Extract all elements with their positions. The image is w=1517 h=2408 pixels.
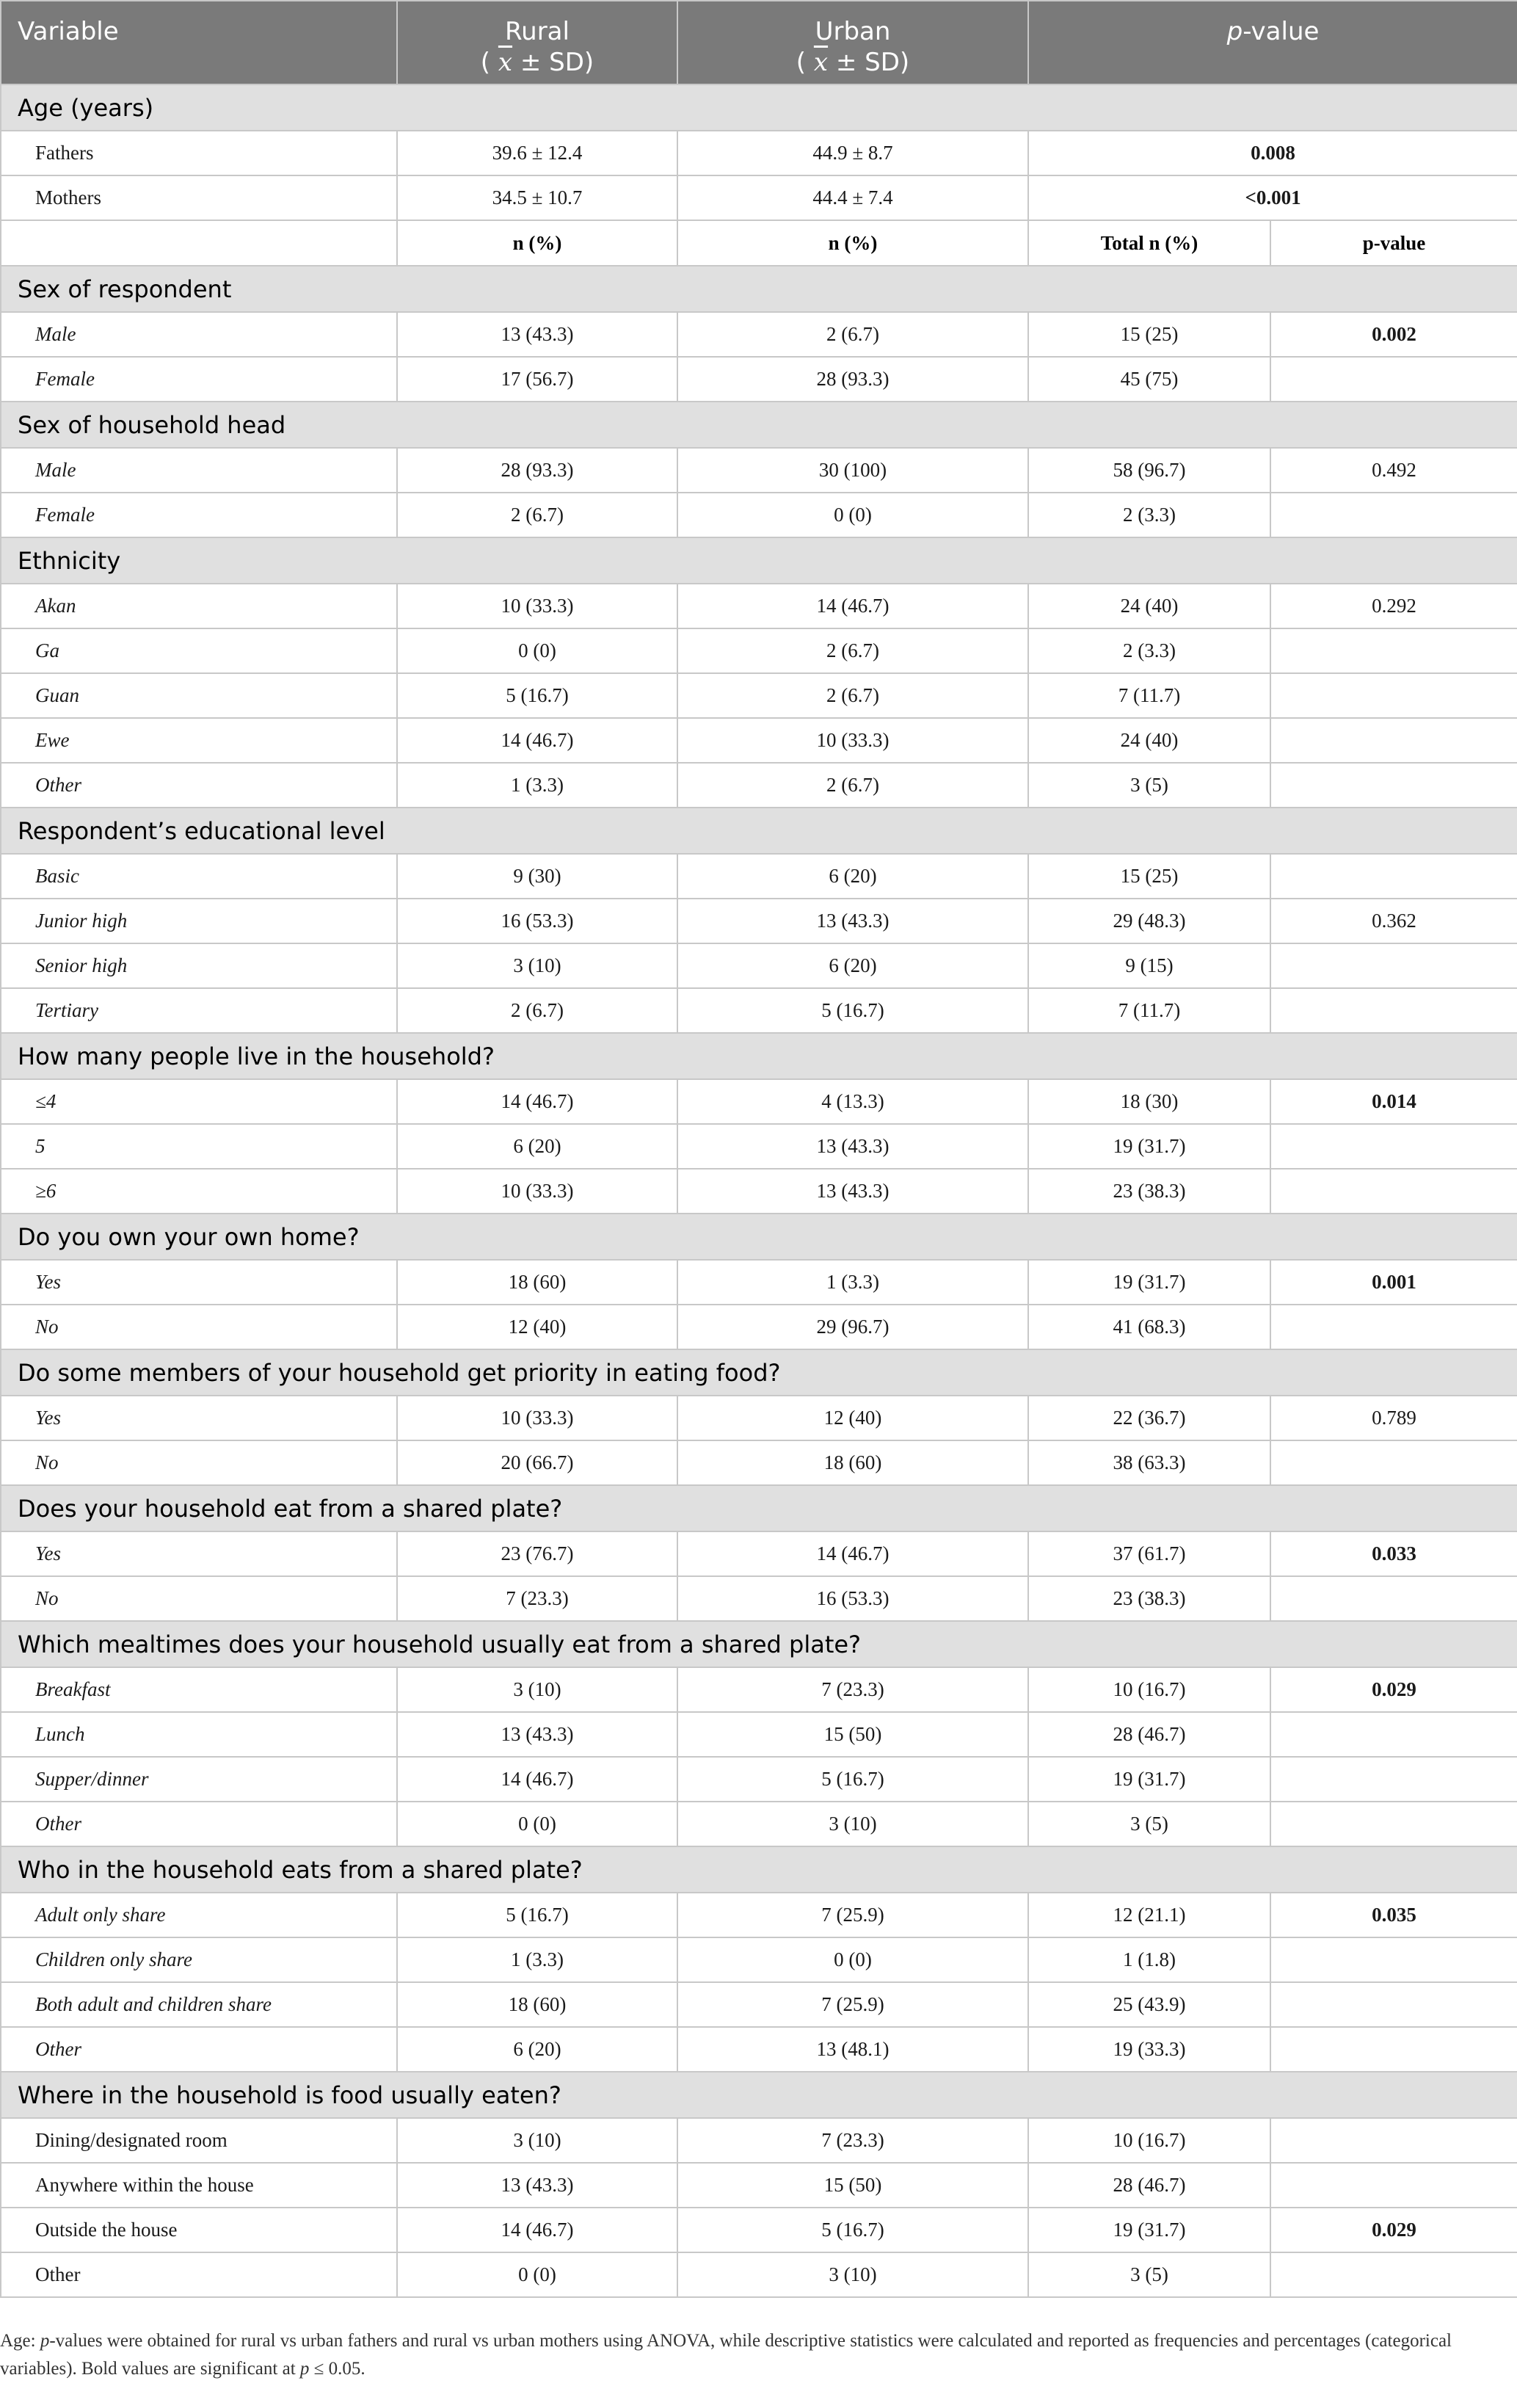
section-title: Sex of respondent [1, 266, 1517, 312]
total-cell: 3 (5) [1028, 1802, 1270, 1846]
rural-cell: 3 (10) [397, 943, 677, 988]
section-row-age [1, 84, 1517, 131]
row-label: Other [1, 2252, 397, 2297]
table-row [1, 763, 1517, 808]
rural-cell: 3 (10) [397, 1667, 677, 1712]
rural-cell: 2 (6.7) [397, 493, 677, 537]
p-cell [1270, 1982, 1517, 2027]
table-footnote [0, 2327, 1497, 2383]
total-cell: 23 (38.3) [1028, 1169, 1270, 1214]
table-row [1, 312, 1517, 357]
rural-cell: 20 (66.7) [397, 1440, 677, 1485]
section-title: Age (years) [1, 84, 1517, 131]
rural-cell: 6 (20) [397, 1124, 677, 1169]
table-row [1, 1305, 1517, 1349]
table-row [1, 1757, 1517, 1802]
row-label: Yes [1, 1396, 397, 1440]
total-cell: 19 (31.7) [1028, 2208, 1270, 2252]
section-row [1, 1349, 1517, 1396]
urban-cell: 44.9 ± 8.7 [677, 131, 1028, 175]
section-row [1, 2072, 1517, 2118]
p-cell: 0.035 [1270, 1893, 1517, 1937]
row-label: Basic [1, 854, 397, 899]
row-label: 5 [1, 1124, 397, 1169]
table-row [1, 357, 1517, 402]
p-cell [1270, 943, 1517, 988]
rural-cell: 2 (6.7) [397, 988, 677, 1033]
total-cell: 1 (1.8) [1028, 1937, 1270, 1982]
p-cell [1270, 763, 1517, 808]
rural-cell: 18 (60) [397, 1982, 677, 2027]
row-label: Female [1, 357, 397, 402]
total-cell: 3 (5) [1028, 2252, 1270, 2297]
table-row [1, 1440, 1517, 1485]
subheader-total: Total n (%) [1028, 220, 1270, 266]
header-rural-stat [398, 47, 677, 78]
total-cell: 28 (46.7) [1028, 1712, 1270, 1757]
rural-cell: 14 (46.7) [397, 1757, 677, 1802]
table-row [1, 2118, 1517, 2163]
section-title: Which mealtimes does your household usually eat from a shared plate? [1, 1621, 1517, 1667]
total-cell: 24 (40) [1028, 718, 1270, 763]
rural-cell: 6 (20) [397, 2027, 677, 2072]
urban-cell: 12 (40) [677, 1396, 1028, 1440]
header-urban-label: Urban [815, 17, 891, 46]
rural-cell: 13 (43.3) [397, 1712, 677, 1757]
rural-cell: 10 (33.3) [397, 584, 677, 628]
row-label: Both adult and children share [1, 1982, 397, 2027]
urban-cell: 14 (46.7) [677, 584, 1028, 628]
section-row [1, 808, 1517, 854]
urban-cell: 6 (20) [677, 854, 1028, 899]
urban-cell: 7 (25.9) [677, 1982, 1028, 2027]
total-cell: 10 (16.7) [1028, 2118, 1270, 2163]
rural-cell: 10 (33.3) [397, 1169, 677, 1214]
total-cell: 9 (15) [1028, 943, 1270, 988]
urban-cell: 1 (3.3) [677, 1260, 1028, 1305]
section-title: Sex of household head [1, 402, 1517, 448]
table-row [1, 988, 1517, 1033]
p-cell: 0.008 [1028, 131, 1517, 175]
urban-cell: 0 (0) [677, 1937, 1028, 1982]
rural-cell: 23 (76.7) [397, 1531, 677, 1576]
urban-cell: 15 (50) [677, 2163, 1028, 2208]
rural-cell: 1 (3.3) [397, 763, 677, 808]
header-urban [677, 1, 1028, 84]
p-cell: 0.033 [1270, 1531, 1517, 1576]
subheader-urban: n (%) [677, 220, 1028, 266]
rural-cell: 14 (46.7) [397, 1079, 677, 1124]
row-label: Ga [1, 628, 397, 673]
row-label: Female [1, 493, 397, 537]
table-row [1, 1124, 1517, 1169]
row-label: Male [1, 448, 397, 493]
row-label: Mothers [1, 175, 397, 220]
table-row [1, 1937, 1517, 1982]
row-label: Dining/designated room [1, 2118, 397, 2163]
p-cell: 0.362 [1270, 899, 1517, 943]
section-row [1, 1214, 1517, 1260]
rural-cell: 13 (43.3) [397, 2163, 677, 2208]
total-cell: 10 (16.7) [1028, 1667, 1270, 1712]
row-label: Children only share [1, 1937, 397, 1982]
row-label: Ewe [1, 718, 397, 763]
table-header-row [1, 1, 1517, 84]
urban-cell: 2 (6.7) [677, 628, 1028, 673]
rural-cell: 0 (0) [397, 628, 677, 673]
urban-cell: 0 (0) [677, 493, 1028, 537]
mean-symbol: $\overline{x}$ [813, 48, 829, 77]
table-row [1, 1169, 1517, 1214]
mean-symbol: $\overline{x}$ [498, 48, 513, 77]
row-label: Senior high [1, 943, 397, 988]
table-row [1, 175, 1517, 220]
rural-cell: 17 (56.7) [397, 357, 677, 402]
urban-cell: 13 (43.3) [677, 899, 1028, 943]
p-cell: 0.789 [1270, 1396, 1517, 1440]
p-cell [1270, 1802, 1517, 1846]
table-row [1, 448, 1517, 493]
p-cell [1270, 2027, 1517, 2072]
table-row [1, 943, 1517, 988]
section-row [1, 266, 1517, 312]
p-cell [1270, 2252, 1517, 2297]
urban-cell: 2 (6.7) [677, 312, 1028, 357]
p-cell [1270, 1169, 1517, 1214]
urban-cell: 6 (20) [677, 943, 1028, 988]
rural-cell: 0 (0) [397, 1802, 677, 1846]
total-cell: 7 (11.7) [1028, 988, 1270, 1033]
table-row [1, 1079, 1517, 1124]
table-row [1, 673, 1517, 718]
table-row [1, 1667, 1517, 1712]
total-cell: 25 (43.9) [1028, 1982, 1270, 2027]
urban-cell: 5 (16.7) [677, 2208, 1028, 2252]
section-row [1, 1033, 1517, 1079]
p-cell [1270, 2118, 1517, 2163]
urban-cell: 29 (96.7) [677, 1305, 1028, 1349]
urban-cell: 28 (93.3) [677, 357, 1028, 402]
urban-cell: 44.4 ± 7.4 [677, 175, 1028, 220]
row-label: Junior high [1, 899, 397, 943]
total-cell: 7 (11.7) [1028, 673, 1270, 718]
urban-cell: 30 (100) [677, 448, 1028, 493]
p-cell [1270, 1937, 1517, 1982]
urban-cell: 13 (43.3) [677, 1124, 1028, 1169]
section-title: Who in the household eats from a shared plate? [1, 1846, 1517, 1893]
p-cell: 0.001 [1270, 1260, 1517, 1305]
total-cell: 2 (3.3) [1028, 493, 1270, 537]
rural-cell: 16 (53.3) [397, 899, 677, 943]
table-row [1, 131, 1517, 175]
p-cell: 0.002 [1270, 312, 1517, 357]
total-cell: 37 (61.7) [1028, 1531, 1270, 1576]
p-cell [1270, 718, 1517, 763]
urban-cell: 4 (13.3) [677, 1079, 1028, 1124]
section-row [1, 402, 1517, 448]
p-cell [1270, 988, 1517, 1033]
urban-cell: 5 (16.7) [677, 1757, 1028, 1802]
urban-cell: 2 (6.7) [677, 673, 1028, 718]
row-label: Fathers [1, 131, 397, 175]
rural-cell: 7 (23.3) [397, 1576, 677, 1621]
row-label: No [1, 1305, 397, 1349]
section-title: Respondent’s educational level [1, 808, 1517, 854]
header-rural [397, 1, 677, 84]
section-title: Ethnicity [1, 537, 1517, 584]
stat-close: ± SD) [835, 48, 910, 77]
urban-cell: 15 (50) [677, 1712, 1028, 1757]
p-cell [1270, 628, 1517, 673]
total-cell: 12 (21.1) [1028, 1893, 1270, 1937]
urban-cell: 2 (6.7) [677, 763, 1028, 808]
rural-cell: 3 (10) [397, 2118, 677, 2163]
rural-cell: 12 (40) [397, 1305, 677, 1349]
urban-cell: 14 (46.7) [677, 1531, 1028, 1576]
p-cell [1270, 673, 1517, 718]
p-cell [1270, 493, 1517, 537]
rural-cell: 18 (60) [397, 1260, 677, 1305]
row-label: Breakfast [1, 1667, 397, 1712]
total-cell: 58 (96.7) [1028, 448, 1270, 493]
total-cell: 45 (75) [1028, 357, 1270, 402]
p-cell: 0.492 [1270, 448, 1517, 493]
stat-open: ( [480, 48, 491, 77]
total-cell: 19 (33.3) [1028, 2027, 1270, 2072]
p-cell: 0.014 [1270, 1079, 1517, 1124]
table-row [1, 1982, 1517, 2027]
urban-cell: 7 (23.3) [677, 2118, 1028, 2163]
subheader-rural: n (%) [397, 220, 677, 266]
table-row [1, 1576, 1517, 1621]
total-cell: 2 (3.3) [1028, 628, 1270, 673]
p-cell [1270, 2163, 1517, 2208]
rural-cell: 0 (0) [397, 2252, 677, 2297]
row-label: Adult only share [1, 1893, 397, 1937]
urban-cell: 3 (10) [677, 2252, 1028, 2297]
row-label: No [1, 1576, 397, 1621]
total-cell: 3 (5) [1028, 763, 1270, 808]
urban-cell: 5 (16.7) [677, 988, 1028, 1033]
table-row [1, 1712, 1517, 1757]
rural-cell: 9 (30) [397, 854, 677, 899]
p-cell [1270, 357, 1517, 402]
p-value-suffix: -value [1243, 17, 1320, 46]
urban-cell: 3 (10) [677, 1802, 1028, 1846]
footnote-p: p [40, 2331, 50, 2351]
section-row [1, 1621, 1517, 1667]
section-row [1, 1485, 1517, 1531]
row-label: No [1, 1440, 397, 1485]
rural-cell: 10 (33.3) [397, 1396, 677, 1440]
p-cell: 0.029 [1270, 1667, 1517, 1712]
row-label: Akan [1, 584, 397, 628]
p-cell: <0.001 [1028, 175, 1517, 220]
subheader-row [1, 220, 1517, 266]
rural-cell: 39.6 ± 12.4 [397, 131, 677, 175]
total-cell: 23 (38.3) [1028, 1576, 1270, 1621]
footnote-part3: ≤ 0.05. [309, 2359, 365, 2379]
row-label: Yes [1, 1260, 397, 1305]
table-row [1, 2208, 1517, 2252]
rural-cell: 1 (3.3) [397, 1937, 677, 1982]
row-label: Yes [1, 1531, 397, 1576]
row-label: Lunch [1, 1712, 397, 1757]
table-row [1, 628, 1517, 673]
table-row [1, 1531, 1517, 1576]
table-row [1, 1260, 1517, 1305]
rural-cell: 28 (93.3) [397, 448, 677, 493]
table-row [1, 718, 1517, 763]
total-cell: 24 (40) [1028, 584, 1270, 628]
urban-cell: 10 (33.3) [677, 718, 1028, 763]
urban-cell: 7 (25.9) [677, 1893, 1028, 1937]
footnote-p2: p [299, 2359, 310, 2379]
subheader-p: p-value [1270, 220, 1517, 266]
rural-cell: 5 (16.7) [397, 673, 677, 718]
stat-open: ( [796, 48, 807, 77]
row-label: Anywhere within the house [1, 2163, 397, 2208]
section-row [1, 537, 1517, 584]
table-row [1, 1396, 1517, 1440]
p-cell [1270, 1305, 1517, 1349]
table-row [1, 1802, 1517, 1846]
total-cell: 19 (31.7) [1028, 1260, 1270, 1305]
stat-close: ± SD) [520, 48, 594, 77]
p-cell [1270, 1757, 1517, 1802]
table-row [1, 2252, 1517, 2297]
section-title: Where in the household is food usually eaten? [1, 2072, 1517, 2118]
row-label: Guan [1, 673, 397, 718]
total-cell: 22 (36.7) [1028, 1396, 1270, 1440]
total-cell: 28 (46.7) [1028, 2163, 1270, 2208]
row-label: Male [1, 312, 397, 357]
table-row [1, 493, 1517, 537]
total-cell: 29 (48.3) [1028, 899, 1270, 943]
p-cell [1270, 1440, 1517, 1485]
footnote-part2: -values were obtained for rural vs urban fathers and rural vs urban mothers using ANOVA, while descriptive statistics were calculated and reported as frequencies and percentages (categorical variables). Bold values are significant at [0, 2331, 1452, 2379]
table-row [1, 899, 1517, 943]
total-cell: 18 (30) [1028, 1079, 1270, 1124]
rural-cell: 14 (46.7) [397, 718, 677, 763]
row-label: Tertiary [1, 988, 397, 1033]
total-cell: 15 (25) [1028, 854, 1270, 899]
total-cell: 19 (31.7) [1028, 1757, 1270, 1802]
table-row [1, 2163, 1517, 2208]
p-cell: 0.292 [1270, 584, 1517, 628]
p-cell [1270, 1124, 1517, 1169]
p-cell: 0.029 [1270, 2208, 1517, 2252]
row-label: ≤4 [1, 1079, 397, 1124]
row-label: Other [1, 763, 397, 808]
header-variable: Variable [1, 1, 397, 84]
urban-cell: 7 (23.3) [677, 1667, 1028, 1712]
subheader-blank [1, 220, 397, 266]
section-title: Do some members of your household get priority in eating food? [1, 1349, 1517, 1396]
row-label: Other [1, 2027, 397, 2072]
urban-cell: 13 (43.3) [677, 1169, 1028, 1214]
rural-cell: 5 (16.7) [397, 1893, 677, 1937]
urban-cell: 18 (60) [677, 1440, 1028, 1485]
urban-cell: 16 (53.3) [677, 1576, 1028, 1621]
header-p-value [1028, 1, 1517, 84]
p-cell [1270, 1576, 1517, 1621]
row-label: Supper/dinner [1, 1757, 397, 1802]
p-cell [1270, 854, 1517, 899]
total-cell: 15 (25) [1028, 312, 1270, 357]
section-title: Does your household eat from a shared plate? [1, 1485, 1517, 1531]
table-row [1, 584, 1517, 628]
section-title: Do you own your own home? [1, 1214, 1517, 1260]
rural-cell: 34.5 ± 10.7 [397, 175, 677, 220]
header-urban-stat [678, 47, 1027, 78]
p-cell [1270, 1712, 1517, 1757]
table-row [1, 2027, 1517, 2072]
rural-cell: 14 (46.7) [397, 2208, 677, 2252]
row-label: ≥6 [1, 1169, 397, 1214]
row-label: Other [1, 1802, 397, 1846]
footnote-part1: Age: [0, 2331, 40, 2351]
total-cell: 38 (63.3) [1028, 1440, 1270, 1485]
total-cell: 19 (31.7) [1028, 1124, 1270, 1169]
urban-cell: 13 (48.1) [677, 2027, 1028, 2072]
rural-cell: 13 (43.3) [397, 312, 677, 357]
row-label: Outside the house [1, 2208, 397, 2252]
total-cell: 41 (68.3) [1028, 1305, 1270, 1349]
table-row [1, 1893, 1517, 1937]
table-row [1, 854, 1517, 899]
section-row [1, 1846, 1517, 1893]
header-rural-label: Rural [505, 17, 570, 46]
p-letter: p [1226, 17, 1243, 46]
section-title: How many people live in the household? [1, 1033, 1517, 1079]
